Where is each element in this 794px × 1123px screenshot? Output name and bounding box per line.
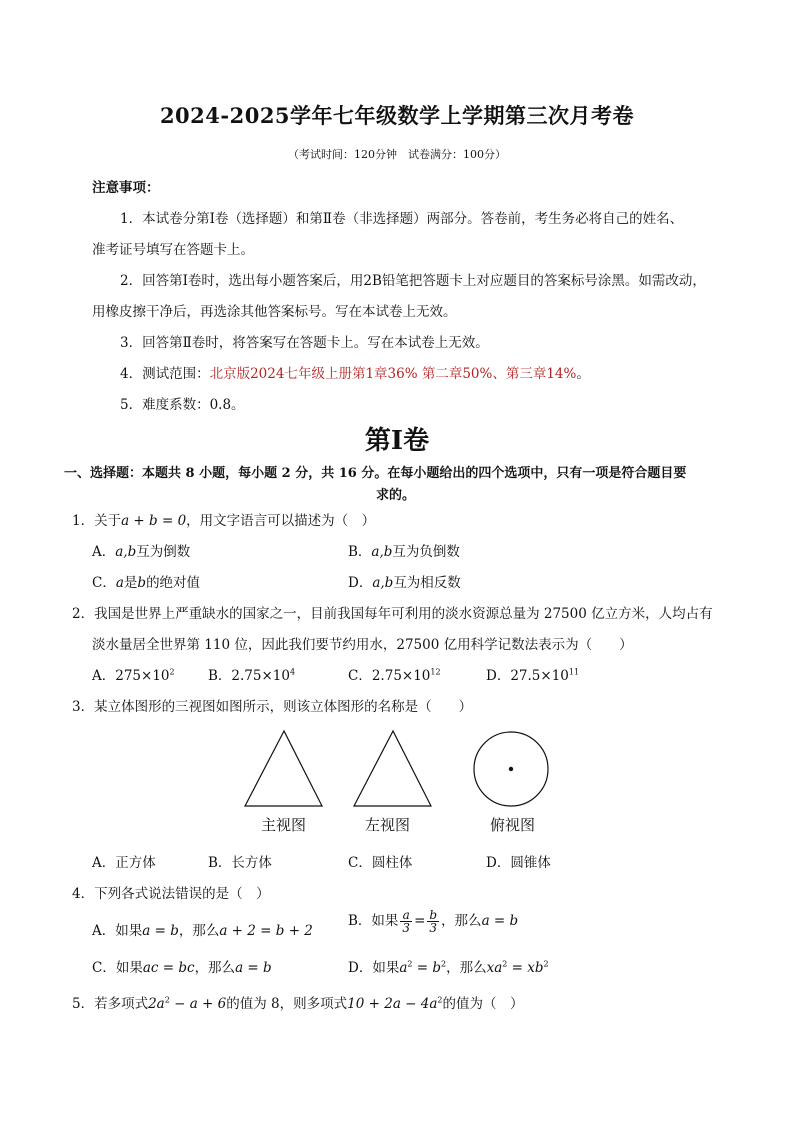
- equals-sign: =: [414, 913, 426, 929]
- q4-option-a: [92, 919, 313, 939]
- q1-stem-text-end: ，用文字语言可以描述为（ ）: [186, 513, 376, 529]
- top-view-label: 俯视图: [490, 816, 536, 834]
- note-5: 5．难度系数：0.8。: [120, 397, 245, 413]
- note-4-suffix: 。: [576, 366, 590, 382]
- note-2-line-1: 2．回答第Ⅰ卷时，选出每小题答案后，用2B铅笔把答题卡上对应题目的答案标号涂黑。如需改动，: [120, 273, 706, 289]
- math-term: 27.5×10: [510, 668, 569, 684]
- volume-title: 第Ⅰ卷: [364, 426, 430, 456]
- exponent: 2: [437, 995, 443, 1005]
- left-view-triangle: [354, 731, 431, 806]
- note-4-prefix: 4．测试范围：: [120, 366, 210, 382]
- test-scope: 北京版2024七年级上册第1章36% 第二章50%、第三章14%: [209, 366, 577, 382]
- front-view-triangle: [245, 731, 322, 806]
- math-term: a,b: [372, 575, 394, 591]
- option-text: D．如果: [348, 960, 400, 976]
- section-1-line-1: 一、选择题：本题共 8 小题，每小题 2 分，共 16 分。在每小题给出的四个选项中，只有一项是符合题目要: [64, 466, 687, 481]
- q1-stem-text: 1．关于: [72, 513, 122, 529]
- q3-option-b: B．长方体: [208, 855, 272, 871]
- math-term: ac = bc: [142, 960, 195, 976]
- math-term: = b: [412, 960, 442, 976]
- option-letter: B．: [348, 544, 372, 560]
- math-term: 2.75×10: [231, 668, 290, 684]
- exam-title: 2024-2025学年七年级数学上学期第三次月考卷: [159, 103, 635, 128]
- q2-stem-line-1: 2．我国是世界上严重缺水的国家之一，目前我国每年可利用的淡水资源总量为 27500 亿立方米，人均占有: [72, 606, 713, 622]
- fraction-b-over-3: [427, 909, 439, 934]
- math-term: 275×10: [115, 668, 170, 684]
- option-text: 互为负倒数: [392, 544, 460, 560]
- option-text: 的绝对值: [146, 575, 201, 591]
- fraction-a-over-3: [400, 909, 412, 934]
- note-3: 3．回答第Ⅱ卷时，将答案写在答题卡上。写在本试卷上无效。: [120, 335, 489, 351]
- fraction-denominator: 3: [402, 921, 411, 935]
- front-view-label: 主视图: [261, 816, 307, 834]
- fraction-numerator: a: [400, 909, 412, 922]
- q3-option-d: D．圆锥体: [486, 855, 551, 871]
- math-term: a = b: [481, 913, 519, 929]
- math-term: xa: [486, 960, 503, 976]
- exponent: 2: [169, 667, 175, 677]
- math-term: a + 2 = b + 2: [219, 923, 313, 939]
- math-term: = xb: [507, 960, 544, 976]
- option-text: 互为相反数: [393, 575, 461, 591]
- note-1-line-2: 准考证号填写在答题卡上。: [92, 242, 254, 258]
- q5-text: 的值为（ ）: [442, 996, 524, 1012]
- option-text: B．如果: [348, 913, 399, 929]
- exponent: 12: [430, 667, 441, 677]
- fraction-denominator: 3: [429, 921, 438, 935]
- exam-subtitle: （考试时间：120分钟 试卷满分：100分）: [288, 148, 506, 161]
- q3-option-a: A．正方体: [92, 855, 156, 871]
- option-letter: B．: [208, 668, 232, 684]
- option-text: A．如果: [92, 923, 143, 939]
- option-text: 互为倒数: [136, 544, 191, 560]
- exponent: 2: [441, 959, 447, 969]
- option-text: ，那么: [178, 923, 220, 939]
- option-letter: D．: [486, 668, 511, 684]
- exponent: 2: [407, 959, 413, 969]
- math-term: 2.75×10: [371, 668, 431, 684]
- option-letter: C．: [348, 668, 372, 684]
- option-letter: A．: [92, 668, 116, 684]
- option-text: ，那么: [194, 960, 236, 976]
- q4-option-d: [348, 956, 549, 976]
- math-term: a: [115, 575, 124, 591]
- math-term: a: [399, 960, 408, 976]
- q3-option-c: C．圆柱体: [348, 855, 413, 871]
- q4-option-c: [92, 956, 272, 976]
- section-1-line-2: 求的。: [376, 488, 416, 503]
- note-1-line-1: 1．本试卷分第Ⅰ卷（选择题）和第Ⅱ卷（非选择题）两部分。答卷前，考生务必将自己的姓名、: [120, 211, 684, 227]
- math-term: 10 + 2a − 4a: [347, 996, 438, 1012]
- option-text: ，那么: [446, 960, 487, 976]
- q5-stem: [72, 992, 524, 1012]
- left-view-label: 左视图: [365, 816, 411, 834]
- exponent: 11: [568, 667, 580, 677]
- math-term: a,b: [115, 544, 137, 560]
- math-term: b: [137, 575, 147, 591]
- option-letter: C．: [92, 575, 116, 591]
- option-letter: D．: [348, 575, 373, 591]
- option-text: C．如果: [92, 960, 143, 976]
- exponent: 2: [164, 995, 170, 1005]
- note-2-line-2: 用橡皮擦干净后，再选涂其他答案标号。写在本试卷上无效。: [92, 304, 457, 320]
- math-term: a,b: [371, 544, 393, 560]
- math-term: a = b: [235, 960, 272, 976]
- math-term: − a + 6: [169, 996, 227, 1012]
- exponent: 4: [289, 667, 296, 677]
- top-view-apex-dot: [509, 767, 513, 771]
- exponent: 2: [502, 959, 508, 969]
- math-term: a = b: [142, 923, 179, 939]
- math-term: 2a: [148, 996, 165, 1012]
- fraction-numerator: b: [429, 908, 438, 922]
- option-letter: A．: [92, 544, 116, 560]
- exponent: 2: [543, 959, 549, 969]
- q5-text: 的值为 8，则多项式: [226, 996, 348, 1012]
- q1-equation: a + b = 0: [121, 513, 187, 529]
- option-text: ，那么: [441, 913, 482, 929]
- notes-heading: 注意事项：: [92, 180, 160, 196]
- q4-stem: 4．下列各式说法错误的是（ ）: [72, 886, 270, 902]
- q5-text: 5．若多项式: [72, 996, 149, 1012]
- q4-option-b: [348, 909, 518, 934]
- option-text: 是: [123, 575, 138, 591]
- q3-stem: 3．某立体图形的三视图如图所示，则该立体图形的名称是（ ）: [72, 699, 473, 715]
- q2-stem-line-2: 淡水量居全世界第 110 位，因此我们要节约用水，27500 亿用科学记数法表示为（ ）: [92, 637, 633, 653]
